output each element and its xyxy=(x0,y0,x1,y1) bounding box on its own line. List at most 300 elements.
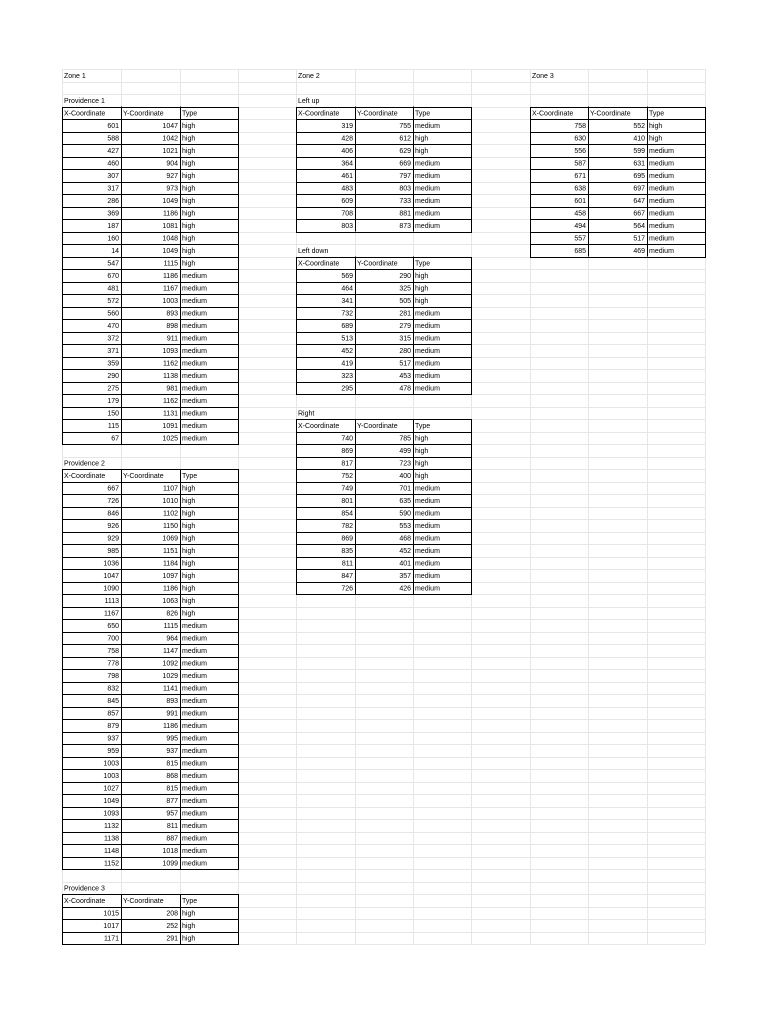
cell-x-coordinate: 811 xyxy=(341,560,353,568)
cell-y-coordinate: 635 xyxy=(399,498,411,506)
cell-x-coordinate: 341 xyxy=(341,298,353,306)
cell-y-coordinate: 904 xyxy=(166,160,178,168)
cell-y-coordinate: 315 xyxy=(399,335,411,343)
cell-y-coordinate: 1115 xyxy=(163,623,178,631)
cell-type: medium xyxy=(415,485,440,493)
cell-x-coordinate: 14 xyxy=(111,248,119,256)
zone-title: Zone 1 xyxy=(64,73,86,81)
cell-y-coordinate: 505 xyxy=(399,298,411,306)
column-header-x: X-Coordinate xyxy=(64,110,106,118)
column-header-y: Y-Coordinate xyxy=(123,473,164,481)
cell-y-coordinate: 453 xyxy=(399,373,411,381)
cell-type: high xyxy=(182,598,196,606)
cell-x-coordinate: 685 xyxy=(574,248,586,256)
cell-y-coordinate: 873 xyxy=(399,223,411,231)
zone-title: Zone 3 xyxy=(532,73,554,81)
cell-y-coordinate: 669 xyxy=(399,160,411,168)
cell-y-coordinate: 208 xyxy=(166,910,178,918)
cell-y-coordinate: 1092 xyxy=(162,660,178,668)
cell-type: high xyxy=(182,585,196,593)
cell-y-coordinate: 478 xyxy=(399,385,411,393)
cell-type: high xyxy=(415,298,429,306)
cell-y-coordinate: 1162 xyxy=(162,360,178,368)
cell-x-coordinate: 650 xyxy=(107,623,119,631)
cell-y-coordinate: 995 xyxy=(166,735,178,743)
column-header-type: Type xyxy=(415,260,431,268)
cell-y-coordinate: 1107 xyxy=(162,485,178,493)
cell-x-coordinate: 601 xyxy=(574,198,586,206)
cell-x-coordinate: 587 xyxy=(574,160,586,168)
cell-type: high xyxy=(182,910,196,918)
cell-x-coordinate: 481 xyxy=(107,285,119,293)
column-header-x: X-Coordinate xyxy=(298,423,340,431)
cell-y-coordinate: 697 xyxy=(633,185,645,193)
cell-type: medium xyxy=(182,285,207,293)
cell-type: high xyxy=(182,535,196,543)
cell-type: high xyxy=(649,123,663,131)
cell-type: high xyxy=(415,435,429,443)
cell-x-coordinate: 372 xyxy=(107,335,119,343)
cell-x-coordinate: 726 xyxy=(341,585,353,593)
cell-x-coordinate: 601 xyxy=(107,123,119,131)
cell-type: medium xyxy=(182,298,207,306)
cell-y-coordinate: 1186 xyxy=(162,585,178,593)
cell-type: medium xyxy=(182,373,207,381)
cell-type: high xyxy=(182,248,196,256)
cell-type: medium xyxy=(415,323,440,331)
column-header-x: X-Coordinate xyxy=(532,110,574,118)
cell-x-coordinate: 671 xyxy=(574,173,586,181)
cell-y-coordinate: 1186 xyxy=(162,273,178,281)
zone-title: Zone 2 xyxy=(298,73,320,81)
cell-y-coordinate: 1141 xyxy=(162,685,178,693)
cell-y-coordinate: 452 xyxy=(399,548,411,556)
cell-type: medium xyxy=(182,323,207,331)
cell-x-coordinate: 1036 xyxy=(103,560,119,568)
cell-type: medium xyxy=(182,860,207,868)
cell-x-coordinate: 557 xyxy=(574,235,586,243)
cell-x-coordinate: 160 xyxy=(107,235,119,243)
cell-type: medium xyxy=(182,385,207,393)
cell-y-coordinate: 468 xyxy=(399,535,411,543)
cell-y-coordinate: 1029 xyxy=(162,673,178,681)
cell-type: medium xyxy=(649,235,674,243)
cell-x-coordinate: 869 xyxy=(341,535,353,543)
cell-x-coordinate: 275 xyxy=(107,385,119,393)
cell-x-coordinate: 835 xyxy=(341,548,353,556)
cell-y-coordinate: 1081 xyxy=(162,223,178,231)
cell-x-coordinate: 832 xyxy=(107,685,119,693)
cell-type: medium xyxy=(415,535,440,543)
cell-y-coordinate: 499 xyxy=(399,448,411,456)
cell-type: high xyxy=(182,148,196,156)
cell-x-coordinate: 428 xyxy=(341,135,353,143)
cell-x-coordinate: 1132 xyxy=(103,823,119,831)
cell-type: high xyxy=(415,448,429,456)
cell-type: high xyxy=(415,135,429,143)
cell-type: medium xyxy=(182,710,207,718)
cell-x-coordinate: 286 xyxy=(107,198,119,206)
cell-x-coordinate: 638 xyxy=(574,185,586,193)
cell-type: medium xyxy=(182,623,207,631)
cell-y-coordinate: 887 xyxy=(166,835,178,843)
cell-x-coordinate: 1090 xyxy=(103,585,119,593)
cell-y-coordinate: 803 xyxy=(399,185,411,193)
cell-x-coordinate: 801 xyxy=(341,498,353,506)
cell-type: medium xyxy=(415,348,440,356)
cell-x-coordinate: 187 xyxy=(107,223,119,231)
cell-x-coordinate: 803 xyxy=(341,223,353,231)
cell-y-coordinate: 1186 xyxy=(162,210,178,218)
cell-type: medium xyxy=(415,560,440,568)
column-header-type: Type xyxy=(649,110,665,118)
cell-y-coordinate: 564 xyxy=(633,223,645,231)
cell-x-coordinate: 371 xyxy=(107,348,119,356)
cell-y-coordinate: 911 xyxy=(166,335,178,343)
cell-type: medium xyxy=(649,185,674,193)
cell-type: high xyxy=(182,498,196,506)
column-header-y: Y-Coordinate xyxy=(357,423,398,431)
cell-y-coordinate: 401 xyxy=(399,560,411,568)
cell-type: high xyxy=(649,135,663,143)
cell-type: high xyxy=(182,160,196,168)
cell-type: medium xyxy=(415,510,440,518)
cell-x-coordinate: 1027 xyxy=(103,785,119,793)
cell-x-coordinate: 359 xyxy=(107,360,119,368)
cell-type: medium xyxy=(182,785,207,793)
cell-y-coordinate: 1162 xyxy=(162,398,178,406)
cell-type: medium xyxy=(415,360,440,368)
cell-y-coordinate: 590 xyxy=(399,510,411,518)
cell-type: medium xyxy=(182,673,207,681)
cell-type: high xyxy=(182,485,196,493)
cell-y-coordinate: 1115 xyxy=(163,260,178,268)
cell-x-coordinate: 749 xyxy=(341,485,353,493)
column-header-y: Y-Coordinate xyxy=(590,110,631,118)
cell-x-coordinate: 427 xyxy=(107,148,119,156)
column-header-y: Y-Coordinate xyxy=(357,110,398,118)
cell-type: medium xyxy=(182,810,207,818)
cell-type: high xyxy=(182,123,196,131)
cell-type: high xyxy=(182,523,196,531)
cell-x-coordinate: 369 xyxy=(107,210,119,218)
cell-y-coordinate: 1184 xyxy=(162,560,178,568)
cell-y-coordinate: 1048 xyxy=(162,235,178,243)
cell-type: high xyxy=(415,285,429,293)
cell-x-coordinate: 740 xyxy=(341,435,353,443)
cell-y-coordinate: 553 xyxy=(399,523,411,531)
cell-type: medium xyxy=(182,348,207,356)
cell-x-coordinate: 513 xyxy=(341,335,353,343)
cell-y-coordinate: 733 xyxy=(399,198,411,206)
cell-y-coordinate: 1147 xyxy=(162,648,178,656)
cell-type: medium xyxy=(182,410,207,418)
cell-y-coordinate: 1150 xyxy=(162,523,178,531)
cell-type: medium xyxy=(182,398,207,406)
cell-x-coordinate: 926 xyxy=(107,523,119,531)
cell-type: high xyxy=(415,460,429,468)
cell-y-coordinate: 1021 xyxy=(162,148,178,156)
cell-type: medium xyxy=(182,635,207,643)
cell-y-coordinate: 964 xyxy=(166,635,178,643)
cell-y-coordinate: 1151 xyxy=(162,548,178,556)
column-header-y: Y-Coordinate xyxy=(123,898,164,906)
cell-x-coordinate: 1138 xyxy=(103,835,119,843)
cell-x-coordinate: 307 xyxy=(107,173,119,181)
cell-y-coordinate: 631 xyxy=(633,160,645,168)
cell-type: medium xyxy=(649,173,674,181)
cell-type: medium xyxy=(649,248,674,256)
cell-y-coordinate: 599 xyxy=(633,148,645,156)
cell-type: high xyxy=(415,273,429,281)
cell-type: medium xyxy=(415,523,440,531)
cell-type: medium xyxy=(182,310,207,318)
cell-x-coordinate: 854 xyxy=(341,510,353,518)
cell-y-coordinate: 701 xyxy=(399,485,411,493)
cell-type: medium xyxy=(182,735,207,743)
cell-type: medium xyxy=(182,748,207,756)
cell-x-coordinate: 1171 xyxy=(103,935,119,943)
cell-x-coordinate: 464 xyxy=(341,285,353,293)
cell-type: high xyxy=(182,185,196,193)
cell-y-coordinate: 1049 xyxy=(162,198,178,206)
cell-type: medium xyxy=(182,685,207,693)
cell-y-coordinate: 612 xyxy=(399,135,411,143)
cell-x-coordinate: 798 xyxy=(107,673,119,681)
cell-y-coordinate: 290 xyxy=(399,273,411,281)
cell-y-coordinate: 1063 xyxy=(162,598,178,606)
cell-x-coordinate: 667 xyxy=(107,485,119,493)
cell-y-coordinate: 1131 xyxy=(162,410,178,418)
column-header-type: Type xyxy=(182,110,198,118)
sheet-tables xyxy=(62,107,706,945)
cell-y-coordinate: 400 xyxy=(399,473,411,481)
cell-x-coordinate: 460 xyxy=(107,160,119,168)
cell-x-coordinate: 845 xyxy=(107,698,119,706)
cell-type: medium xyxy=(182,798,207,806)
cell-type: medium xyxy=(415,585,440,593)
cell-x-coordinate: 452 xyxy=(341,348,353,356)
cell-x-coordinate: 1049 xyxy=(103,798,119,806)
cell-x-coordinate: 869 xyxy=(341,448,353,456)
cell-y-coordinate: 991 xyxy=(166,710,178,718)
cell-type: high xyxy=(415,148,429,156)
cell-type: high xyxy=(182,510,196,518)
cell-x-coordinate: 708 xyxy=(341,210,353,218)
column-header-x: X-Coordinate xyxy=(298,260,340,268)
cell-x-coordinate: 295 xyxy=(341,385,353,393)
cell-x-coordinate: 290 xyxy=(107,373,119,381)
cell-x-coordinate: 461 xyxy=(341,173,353,181)
cell-type: high xyxy=(182,223,196,231)
column-header-type: Type xyxy=(415,423,431,431)
cell-x-coordinate: 115 xyxy=(107,423,119,431)
cell-x-coordinate: 670 xyxy=(107,273,119,281)
cell-type: medium xyxy=(415,498,440,506)
cell-y-coordinate: 973 xyxy=(166,185,178,193)
cell-y-coordinate: 667 xyxy=(633,210,645,218)
cell-y-coordinate: 981 xyxy=(166,385,178,393)
cell-x-coordinate: 985 xyxy=(107,548,119,556)
cell-type: medium xyxy=(415,335,440,343)
cell-type: high xyxy=(415,473,429,481)
cell-x-coordinate: 879 xyxy=(107,723,119,731)
cell-y-coordinate: 279 xyxy=(399,323,411,331)
cell-type: medium xyxy=(649,198,674,206)
cell-y-coordinate: 357 xyxy=(399,573,411,581)
cell-y-coordinate: 629 xyxy=(399,148,411,156)
cell-x-coordinate: 1017 xyxy=(103,923,119,931)
cell-type: medium xyxy=(182,360,207,368)
cell-x-coordinate: 846 xyxy=(107,510,119,518)
cell-y-coordinate: 723 xyxy=(399,460,411,468)
cell-x-coordinate: 689 xyxy=(341,323,353,331)
cell-x-coordinate: 556 xyxy=(574,148,586,156)
cell-type: medium xyxy=(415,373,440,381)
cell-type: medium xyxy=(182,273,207,281)
cell-type: medium xyxy=(182,773,207,781)
cell-type: medium xyxy=(182,835,207,843)
cell-y-coordinate: 1003 xyxy=(162,298,178,306)
cell-x-coordinate: 758 xyxy=(107,648,119,656)
cell-y-coordinate: 291 xyxy=(166,935,178,943)
cell-x-coordinate: 547 xyxy=(107,260,119,268)
cell-y-coordinate: 1049 xyxy=(162,248,178,256)
cell-x-coordinate: 317 xyxy=(107,185,119,193)
cell-x-coordinate: 847 xyxy=(341,573,353,581)
cell-y-coordinate: 881 xyxy=(399,210,411,218)
cell-x-coordinate: 732 xyxy=(341,310,353,318)
cell-y-coordinate: 517 xyxy=(633,235,645,243)
cell-x-coordinate: 1015 xyxy=(103,910,119,918)
cell-type: medium xyxy=(182,823,207,831)
group-title: Providence 1 xyxy=(64,98,105,106)
cell-y-coordinate: 957 xyxy=(166,810,178,818)
cell-type: medium xyxy=(649,210,674,218)
cell-x-coordinate: 319 xyxy=(341,123,353,131)
cell-x-coordinate: 588 xyxy=(107,135,119,143)
cell-type: high xyxy=(182,173,196,181)
cell-type: medium xyxy=(415,310,440,318)
table-border xyxy=(63,108,239,445)
column-header-y: Y-Coordinate xyxy=(357,260,398,268)
cell-x-coordinate: 179 xyxy=(107,398,119,406)
cell-y-coordinate: 797 xyxy=(399,173,411,181)
cell-y-coordinate: 815 xyxy=(166,785,178,793)
cell-y-coordinate: 815 xyxy=(166,760,178,768)
column-header-x: X-Coordinate xyxy=(64,473,106,481)
cell-y-coordinate: 426 xyxy=(399,585,411,593)
cell-type: medium xyxy=(415,573,440,581)
group-title: Left down xyxy=(298,248,329,256)
cell-type: medium xyxy=(182,423,207,431)
cell-y-coordinate: 1091 xyxy=(162,423,178,431)
cell-x-coordinate: 1152 xyxy=(103,860,119,868)
cell-y-coordinate: 469 xyxy=(633,248,645,256)
cell-x-coordinate: 1003 xyxy=(103,760,119,768)
cell-y-coordinate: 1069 xyxy=(162,535,178,543)
cell-y-coordinate: 1097 xyxy=(162,573,178,581)
cell-x-coordinate: 758 xyxy=(574,123,586,131)
group-title: Left up xyxy=(298,98,320,106)
cell-x-coordinate: 778 xyxy=(107,660,119,668)
cell-y-coordinate: 1018 xyxy=(162,848,178,856)
cell-y-coordinate: 877 xyxy=(166,798,178,806)
column-header-type: Type xyxy=(182,473,198,481)
cell-y-coordinate: 898 xyxy=(166,323,178,331)
cell-type: high xyxy=(182,235,196,243)
cell-type: high xyxy=(182,210,196,218)
cell-x-coordinate: 569 xyxy=(341,273,353,281)
cell-x-coordinate: 67 xyxy=(111,435,119,443)
cell-type: medium xyxy=(649,223,674,231)
cell-type: medium xyxy=(415,185,440,193)
cell-type: medium xyxy=(415,123,440,131)
table-border xyxy=(297,258,472,395)
cell-y-coordinate: 280 xyxy=(399,348,411,356)
column-header-x: X-Coordinate xyxy=(298,110,340,118)
cell-x-coordinate: 572 xyxy=(107,298,119,306)
cell-type: medium xyxy=(182,760,207,768)
cell-y-coordinate: 893 xyxy=(166,310,178,318)
cell-y-coordinate: 695 xyxy=(633,173,645,181)
cell-y-coordinate: 281 xyxy=(399,310,411,318)
cell-type: medium xyxy=(415,173,440,181)
cell-type: medium xyxy=(415,385,440,393)
column-header-type: Type xyxy=(415,110,431,118)
cell-y-coordinate: 1186 xyxy=(162,723,178,731)
cell-y-coordinate: 937 xyxy=(166,748,178,756)
cell-x-coordinate: 323 xyxy=(341,373,353,381)
cell-x-coordinate: 959 xyxy=(107,748,119,756)
cell-y-coordinate: 552 xyxy=(633,123,645,131)
cell-type: medium xyxy=(182,648,207,656)
cell-x-coordinate: 1167 xyxy=(103,610,119,618)
cell-y-coordinate: 1167 xyxy=(162,285,178,293)
cell-y-coordinate: 1042 xyxy=(162,135,178,143)
cell-type: high xyxy=(182,560,196,568)
cell-x-coordinate: 364 xyxy=(341,160,353,168)
cell-x-coordinate: 929 xyxy=(107,535,119,543)
cell-x-coordinate: 483 xyxy=(341,185,353,193)
cell-x-coordinate: 630 xyxy=(574,135,586,143)
cell-y-coordinate: 826 xyxy=(166,610,178,618)
column-header-x: X-Coordinate xyxy=(64,898,106,906)
cell-x-coordinate: 494 xyxy=(574,223,586,231)
cell-x-coordinate: 419 xyxy=(341,360,353,368)
group-title: Providence 2 xyxy=(64,460,105,468)
cell-y-coordinate: 252 xyxy=(166,923,178,931)
cell-y-coordinate: 1099 xyxy=(162,860,178,868)
cell-type: medium xyxy=(415,223,440,231)
cell-y-coordinate: 410 xyxy=(633,135,645,143)
cell-y-coordinate: 785 xyxy=(399,435,411,443)
cell-type: medium xyxy=(182,660,207,668)
cell-y-coordinate: 1047 xyxy=(162,123,178,131)
cell-x-coordinate: 609 xyxy=(341,198,353,206)
cell-x-coordinate: 1113 xyxy=(104,598,119,606)
cell-y-coordinate: 868 xyxy=(166,773,178,781)
cell-x-coordinate: 1148 xyxy=(103,848,119,856)
cell-type: medium xyxy=(415,210,440,218)
cell-type: medium xyxy=(182,435,207,443)
cell-type: medium xyxy=(415,548,440,556)
cell-x-coordinate: 1003 xyxy=(103,773,119,781)
cell-x-coordinate: 406 xyxy=(341,148,353,156)
cell-x-coordinate: 1047 xyxy=(103,573,119,581)
cell-type: high xyxy=(182,198,196,206)
sheet-gridlines xyxy=(62,69,706,945)
